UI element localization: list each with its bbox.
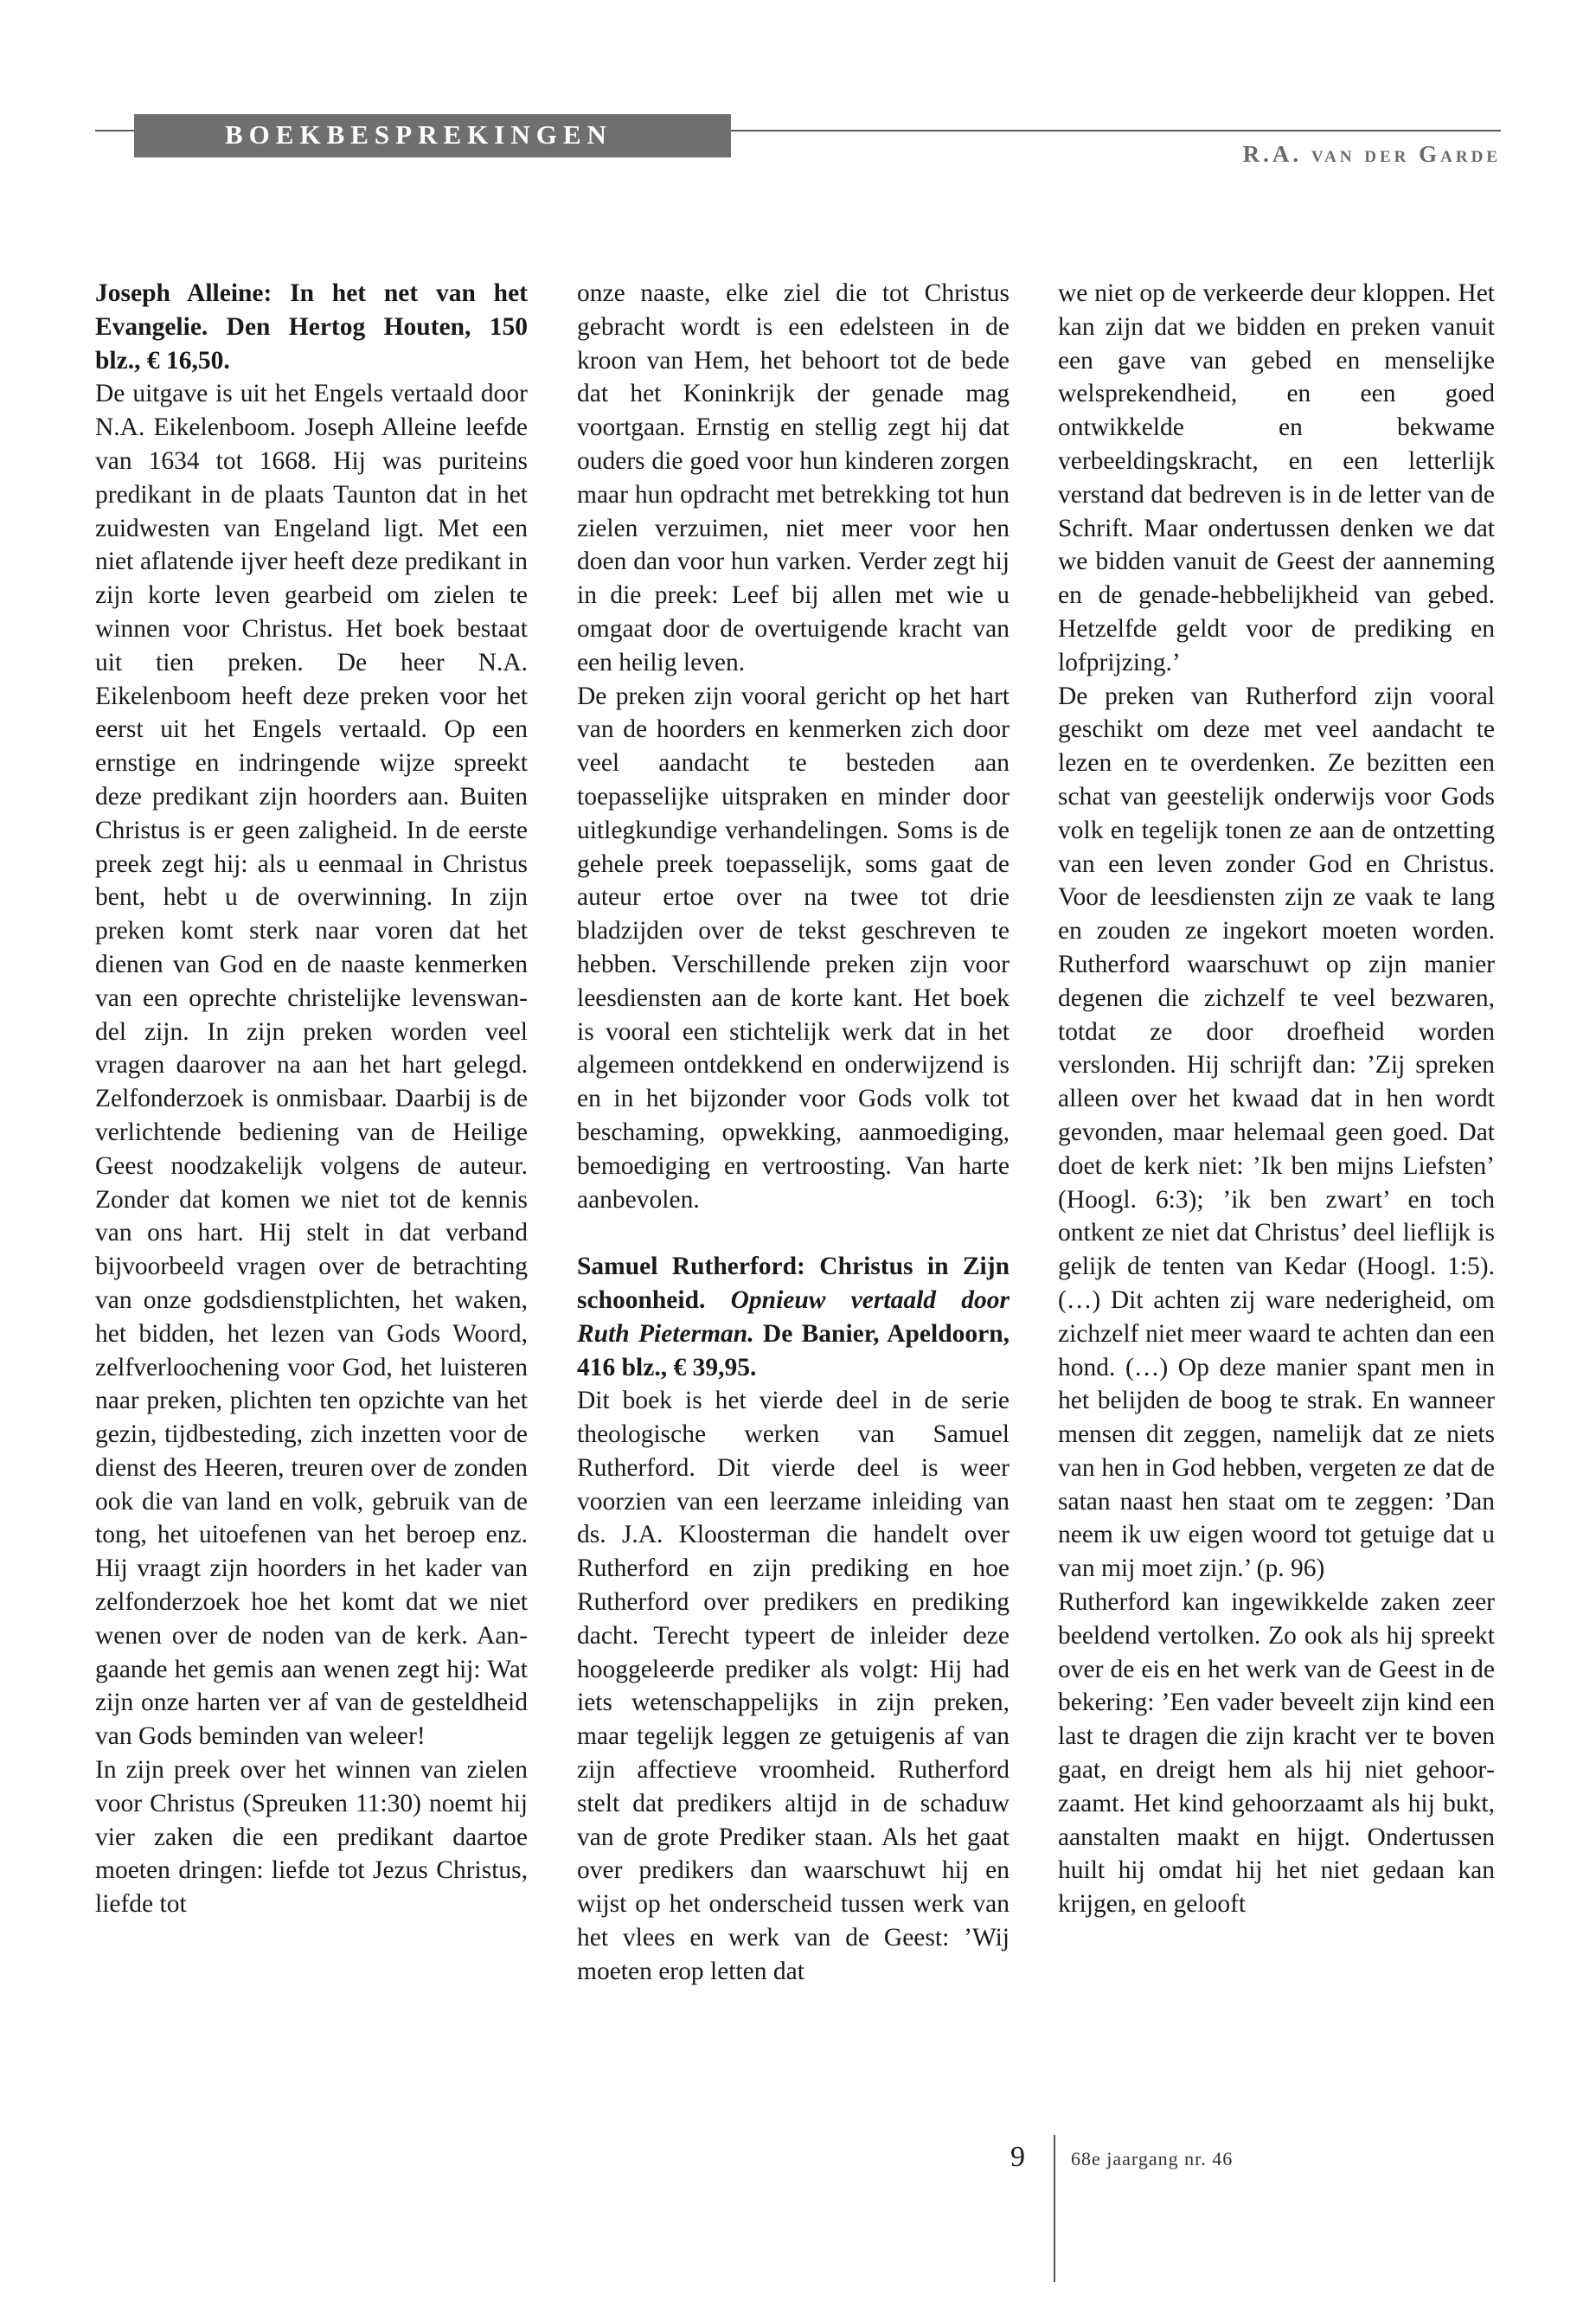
title-main: Samuel Rutherford: Christus in Zijn schoonheid. bbox=[577, 1253, 1010, 1314]
paragraph: De preken zijn vooral gericht op het hart van de hoorders en kenmerken zich door veel aandacht te besteden aan toepasselijke uitspraken en minder door uitlegkundige verhandelingen. Soms is de gehele preek toepasselijk, soms gaat de auteur ertoe over na twee tot drie bladzijden over de tekst geschreven te hebben. Verschillende preken zijn voor leesdiensten aan de korte kant. Het boek is vooral een stichtelijk werk dat in het algemeen ontdekkend en onderwijzend is en in het bijzonder voor Gods volk tot beschaming, opwekking, aanmoediging, bemoediging en vertroosting. Van harte aanbevolen. bbox=[577, 682, 1010, 1214]
review-title-rutherford bbox=[577, 1250, 1010, 1384]
column-2 bbox=[577, 277, 1010, 1989]
paragraph: Dit boek is het vierde deel in de serie theologische werken van Samuel Rutherford. Dit vierde deel is weer voorzien van een leerzame inleiding van ds. J.A. Kloosterman die handelt over Rutherford en zijn prediking en hoe Rutherford over predikers en prediking dacht. Terecht typeert de inleider deze hooggeleerde prediker als volgt: Hij had iets wetenschappelijks in zijn preken, maar tegelijk leggen ze getuigenis af van zijn affectieve vroomheid. Rutherford stelt dat predikers altijd in de schaduw van de grote Prediker staan. Als het gaat over predikers dan waarschuwt hij en wijst op het onderscheid tussen werk van het vlees en werk van de Geest: ’Wij moeten erop letten dat bbox=[577, 1387, 1010, 1985]
page-number: 9 bbox=[1010, 2141, 1025, 2173]
paragraph: Rutherford kan ingewikkelde zaken zeer beeldend vertolken. Zo ook als hij spreekt over de eis en het werk van de Geest in de bekering: ’Een vader beveelt zijn kind een last te dragen die zijn kracht ver te boven gaat, en dreigt hem als hij niet gehoorzaamt. Het kind gehoorzaamt als hij bukt, aanstalten maakt en hijgt. Ondertussen huilt hij omdat hij het niet gedaan kan krijgen, en gelooft bbox=[1058, 1588, 1495, 1919]
section-title: BOEKBESPREKINGEN bbox=[225, 119, 612, 150]
footer-divider bbox=[1054, 2135, 1055, 2282]
paragraph: onze naaste, elke ziel die tot Christus gebracht wordt is een edelsteen in de kroon van Hem, het behoort tot de bede dat het Koninkrijk der genade mag voortgaan. Ernstig en stellig zegt hij dat ouders die goed voor hun kinderen zorgen maar hun opdracht met betrekking tot hun zielen verzuimen, niet meer voor hen doen dan voor hun varken. Verder zegt hij in die preek: Leef bij allen met wie u omgaat door de overtuigende kracht van een heilig leven. bbox=[577, 279, 1010, 676]
spacer bbox=[577, 1216, 1010, 1250]
column-3 bbox=[1058, 277, 1495, 1921]
title-translator: Opnieuw vertaald door Ruth Pieterman. bbox=[577, 1285, 1010, 1348]
paragraph: De uitgave is uit het Engels vertaald door N.A. Eikelenboom. Joseph Alleine leefde van 1634 tot 1668. Hij was puriteins predikant in de plaats Taunton dat in het zuidwesten van Engeland ligt. Met een niet aflatende ijver heeft deze predikant in zijn korte leven gearbeid om zielen te winnen voor Christus. Het boek bestaat uit tien preken. De heer N.A. Eikelenboom heeft deze preken voor het eerst uit het Engels vertaald. Op een ernstige en indringende wijze spreekt deze predikant zijn hoorders aan. Buiten Christus is er geen zaligheid. In de eerste preek zegt hij: als u eenmaal in Christus bent, hebt u de overwinning. In zijn preken komt sterk naar voren dat het dienen van God en de naaste kenmerken van een oprechte christelijke levenswandel zijn. In zijn preken worden veel vragen daarover na aan het hart gelegd. Zelfonderzoek is onmisbaar. Daarbij is de verlichtende bediening van de Heilige Geest noodzakelijk volgens de auteur. Zonder dat komen we niet tot de kennis van ons hart. Hij stelt in dat verband bijvoorbeeld vragen over de betrachting van onze godsdienstplichten, het waken, het bidden, het lezen van Gods Woord, zelfverloochening voor God, het luisteren naar preken, plichten ten opzichte van het gezin, tijdbesteding, zich inzetten voor de dienst des Heeren, treuren over de zonden ook die van land en volk, gebruik van de tong, het uitoefenen van het beroep enz. Hij vraagt zijn hoorders in het kader van zelfonderzoek hoe het komt dat we niet wenen over de noden van de kerk. Aangaande het gemis aan wenen zegt hij: Wat zijn onze harten ver af van de gesteldheid van Gods beminden van weleer! bbox=[95, 380, 528, 1751]
title-publisher: De Banier, Apeldoorn, 416 blz., € 39,95. bbox=[577, 1319, 1010, 1381]
issue-label: 68e jaargang nr. 46 bbox=[1071, 2148, 1234, 2170]
paragraph: In zijn preek over het winnen van zielen voor Christus (Spreuken 11:30) noemt hij vier zaken die een predikant daartoe moeten dringen: liefde tot Jezus Christus, liefde tot bbox=[95, 1756, 528, 1919]
author-name: R.A. van der Garde bbox=[1242, 141, 1501, 167]
column-1 bbox=[95, 277, 528, 1921]
paragraph: De preken van Rutherford zijn vooral geschikt om deze met veel aandacht te lezen en te overdenken. Ze bezitten een schat van geestelijk onderwijs voor Gods volk en tegelijk tonen ze aan de ontzetting van een leven zonder God en Christus. Voor de leesdiensten zijn ze vaak te lang en zouden ze ingekort moeten worden. Rutherford waarschuwt op zijn manier degenen die zichzelf te veel bezwaren, totdat ze door droefheid worden verslonden. Hij schrijft dan: ’Zij spreken alleen over het kwaad dat in hen wordt gevonden, maar helemaal geen goed. Dat doet de kerk niet: ’Ik ben mijns Liefsten’ (Hoogl. 6:3); ’ik ben zwart’ en toch ontkent ze niet dat Christus’ deel lieflijk is gelijk de tenten van Kedar (Hoogl. 1:5). (…) Dit achten zij ware nederigheid, om zichzelf niet meer waard te achten dan een hond. (…) Op deze manier spant men in het belijden de boog te strak. En wanneer mensen dit zeggen, namelijk dat ze niets van hen in God hebben, vergeten ze dat de satan naast hen staat om te zeggen: ’Dan neem ik uw eigen woord tot getuige dat u van mij moet zijn.’ (p. 96) bbox=[1058, 682, 1495, 1583]
review-title-alleine: Joseph Alleine: In het net van het Evangelie. Den Hertog Houten, 150 blz., € 16,50. bbox=[95, 279, 528, 375]
paragraph: we niet op de verkeerde deur kloppen. Het kan zijn dat we bidden en preken vanuit een gave van gebed en menselijke welsprekendheid, en een goed ontwikkelde en bekwame verbeeldingskracht, en een letterlijk verstand dat bedreven is in de letter van de Schrift. Maar ondertussen denken we dat we bidden vanuit de Geest der aanneming en de genade-hebbelijkheid van gebed. Hetzelfde geldt voor de prediking en lofprijzing.’ bbox=[1058, 279, 1495, 676]
